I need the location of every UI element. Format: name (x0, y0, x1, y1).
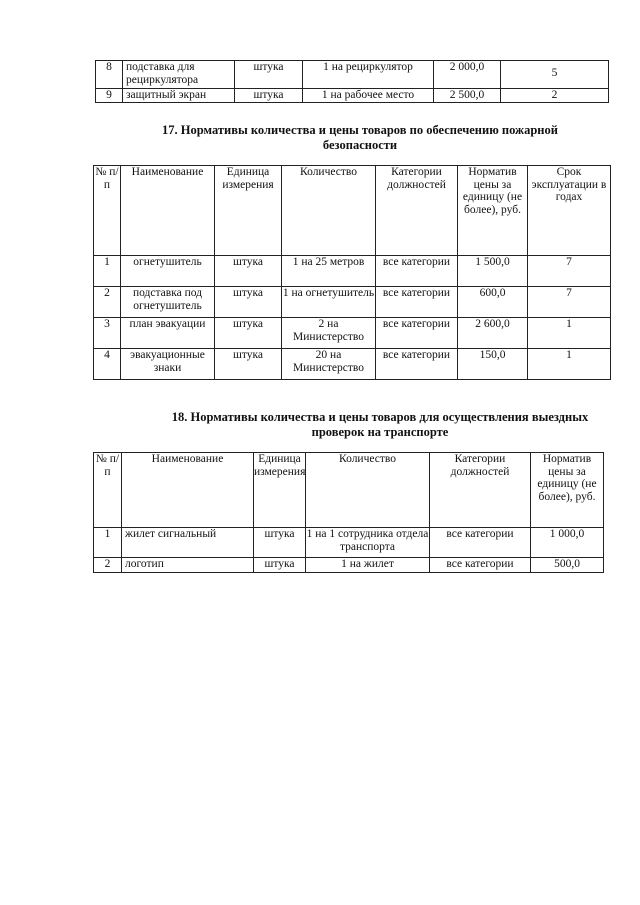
table-row (96, 61, 609, 89)
item-unit: штука (215, 256, 282, 287)
item-term: 7 (528, 287, 611, 318)
item-term: 1 (528, 318, 611, 349)
col-header-categories: Категории должностей (376, 166, 458, 256)
item-name: защитный экран (123, 89, 235, 103)
item-name: логотип (122, 558, 254, 573)
item-name: эвакуационные знаки (121, 349, 215, 380)
table-row (94, 349, 611, 380)
row-number: 2 (94, 287, 121, 318)
top-table (95, 60, 609, 103)
item-quantity: 1 на рециркулятор (303, 61, 434, 89)
item-term: 1 (528, 349, 611, 380)
fire-safety-table (93, 165, 611, 380)
col-header-price: Норматив цены за единицу (не более), руб. (458, 166, 528, 256)
table-row (94, 256, 611, 287)
section-18-title-line1: 18. Нормативы количества и цены товаров для осуществления выездных (171, 410, 589, 424)
col-header-quantity: Количество (282, 166, 376, 256)
item-term: 2 (501, 89, 609, 103)
table-header-row (94, 453, 604, 528)
table-header-row (94, 166, 611, 256)
row-number: 8 (96, 61, 123, 89)
row-number: 1 (94, 256, 121, 287)
section-18-title (150, 410, 610, 440)
item-term: 5 (501, 61, 609, 89)
row-number: 9 (96, 89, 123, 103)
item-quantity: 1 на 25 метров (282, 256, 376, 287)
item-categories: все категории (376, 318, 458, 349)
item-categories: все категории (430, 558, 531, 573)
col-header-number: № п/п (94, 166, 121, 256)
item-quantity: 1 на огнетушитель (282, 287, 376, 318)
item-price: 600,0 (458, 287, 528, 318)
table-row (94, 528, 604, 558)
item-price: 500,0 (531, 558, 604, 573)
table-row (94, 318, 611, 349)
transport-inspection-table (93, 452, 604, 573)
col-header-term: Срок эксплуатации в годах (528, 166, 611, 256)
item-name: подставка для рециркулятора (123, 61, 235, 89)
col-header-number: № п/п (94, 453, 122, 528)
item-unit: штука (235, 89, 303, 103)
item-price: 2 600,0 (458, 318, 528, 349)
col-header-unit: Единица измерения (254, 453, 306, 528)
item-unit: штука (254, 528, 306, 558)
col-header-quantity: Количество (306, 453, 430, 528)
item-categories: все категории (376, 287, 458, 318)
row-number: 1 (94, 528, 122, 558)
item-unit: штука (215, 349, 282, 380)
table-row (94, 287, 611, 318)
item-quantity: 1 на жилет (306, 558, 430, 573)
item-name: жилет сигнальный (122, 528, 254, 558)
item-quantity: 1 на 1 сотрудника отдела транспорта (306, 528, 430, 558)
col-header-name: Наименование (121, 166, 215, 256)
item-unit: штука (215, 318, 282, 349)
item-price: 2 000,0 (434, 61, 501, 89)
item-term: 7 (528, 256, 611, 287)
section-17-title-line1: 17. Нормативы количества и цены товаров по обеспечению пожарной (162, 123, 558, 137)
item-quantity: 2 на Министерство (282, 318, 376, 349)
item-unit: штука (215, 287, 282, 318)
item-price: 150,0 (458, 349, 528, 380)
col-header-price: Норматив цены за единицу (не более), руб. (531, 453, 604, 528)
item-categories: все категории (430, 528, 531, 558)
item-name: огнетушитель (121, 256, 215, 287)
section-17-title-line2: безопасности (322, 138, 398, 152)
row-number: 3 (94, 318, 121, 349)
col-header-unit: Единица измерения (215, 166, 282, 256)
item-price: 2 500,0 (434, 89, 501, 103)
item-price: 1 500,0 (458, 256, 528, 287)
item-unit: штука (235, 61, 303, 89)
item-price: 1 000,0 (531, 528, 604, 558)
row-number: 4 (94, 349, 121, 380)
item-categories: все категории (376, 256, 458, 287)
item-categories: все категории (376, 349, 458, 380)
item-quantity: 1 на рабочее место (303, 89, 434, 103)
table-row (96, 89, 609, 103)
item-name: план эвакуации (121, 318, 215, 349)
col-header-name: Наименование (122, 453, 254, 528)
section-17-title (120, 123, 600, 153)
section-18-title-line2: проверок на транспорте (311, 425, 449, 439)
row-number: 2 (94, 558, 122, 573)
item-quantity: 20 на Министерство (282, 349, 376, 380)
item-unit: штука (254, 558, 306, 573)
table-row (94, 558, 604, 573)
item-name: подставка под огнетушитель (121, 287, 215, 318)
col-header-categories: Категории должностей (430, 453, 531, 528)
